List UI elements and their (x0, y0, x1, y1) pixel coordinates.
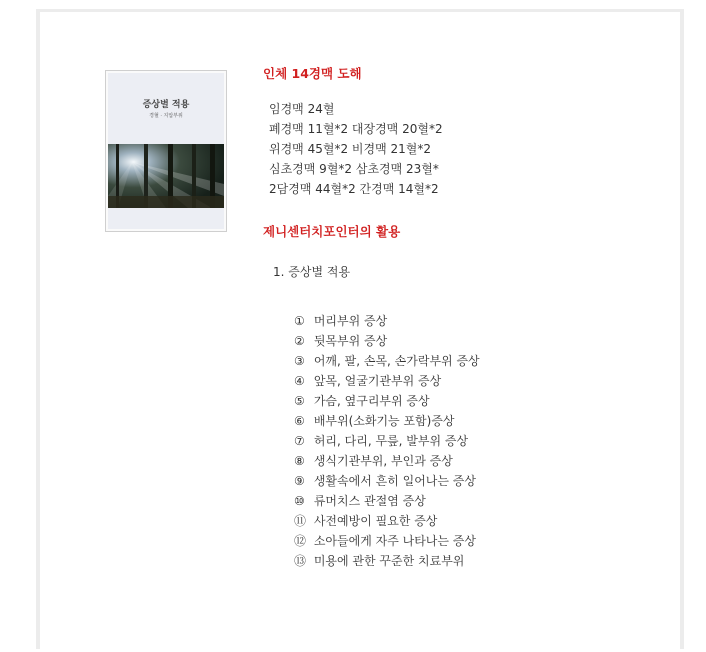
symptom-item (294, 331, 480, 351)
symptom-list (294, 311, 480, 571)
symptom-item (294, 471, 480, 491)
forest-light-illustration (108, 144, 224, 208)
symptom-item (294, 311, 480, 331)
page-frame (36, 9, 684, 649)
symptom-number: ⑩ (294, 494, 305, 508)
symptom-number: ② (294, 334, 305, 348)
symptom-text: 머리부위 증상 (313, 314, 388, 328)
symptom-item (294, 351, 480, 371)
symptom-number: ① (294, 314, 305, 328)
symptom-text: 소아들에게 자주 나타나는 증상 (313, 534, 476, 548)
meridian-line: 위경맥 45혈*2 비경맥 21혈*2 (269, 142, 431, 156)
symptom-number: ⑫ (294, 534, 307, 548)
symptom-text: 뒷목부위 증상 (313, 334, 388, 348)
meridian-chart-heading: 인체 14경맥 도해 (263, 66, 362, 81)
book-cover-title: 증상별 적용 (142, 100, 190, 110)
symptom-item (294, 431, 480, 451)
symptom-number: ⑨ (294, 474, 305, 488)
meridian-line: 2담경맥 44혈*2 간경맥 14혈*2 (269, 182, 439, 196)
meridian-line: 폐경맥 11혈*2 대장경맥 20혈*2 (269, 122, 443, 136)
book-cover-image (105, 70, 227, 232)
symptom-item (294, 391, 480, 411)
symptom-text: 사전예방이 필요한 증상 (313, 514, 438, 528)
symptom-text: 미용에 관한 꾸준한 치료부위 (313, 554, 465, 568)
symptom-number: ③ (294, 354, 305, 368)
symptom-text: 어깨, 팔, 손목, 손가락부위 증상 (313, 354, 480, 368)
symptom-number: ⑥ (294, 414, 305, 428)
symptom-item (294, 551, 480, 571)
meridian-line: 임경맥 24혈 (269, 102, 335, 116)
symptom-text: 생활속에서 흔히 일어나는 증상 (313, 474, 476, 488)
symptom-number: ⑦ (294, 434, 305, 448)
symptom-item (294, 451, 480, 471)
symptom-item (294, 531, 480, 551)
symptom-text: 가슴, 옆구리부위 증상 (313, 394, 430, 408)
symptom-item (294, 491, 480, 511)
book-cover-inner (108, 73, 224, 229)
symptom-number: ⑪ (294, 514, 307, 528)
symptom-item (294, 371, 480, 391)
symptom-item (294, 411, 480, 431)
book-cover-subtitle: 경혈 · 지압부위 (149, 113, 183, 119)
symptom-text: 생식기관부위, 부인과 증상 (313, 454, 453, 468)
symptom-number: ④ (294, 374, 305, 388)
symptom-text: 앞목, 얼굴기관부위 증상 (313, 374, 442, 388)
symptom-text: 배부위(소화기능 포함)증상 (313, 414, 455, 428)
usage-heading: 제니센터치포인터의 활용 (263, 224, 401, 239)
symptom-number: ⑧ (294, 454, 305, 468)
content-panel (40, 12, 680, 652)
symptom-number: ⑬ (294, 554, 307, 568)
symptom-item (294, 511, 480, 531)
symptom-number: ⑤ (294, 394, 305, 408)
forest-light-photo (108, 144, 224, 208)
symptom-text: 류머치스 관절염 증상 (313, 494, 426, 508)
meridian-line: 심초경맥 9혈*2 삼초경맥 23혈* (269, 162, 439, 176)
meridian-list (269, 99, 443, 199)
symptom-text: 허리, 다리, 무릎, 발부위 증상 (313, 434, 469, 448)
usage-item: 1. 증상별 적용 (273, 265, 351, 279)
